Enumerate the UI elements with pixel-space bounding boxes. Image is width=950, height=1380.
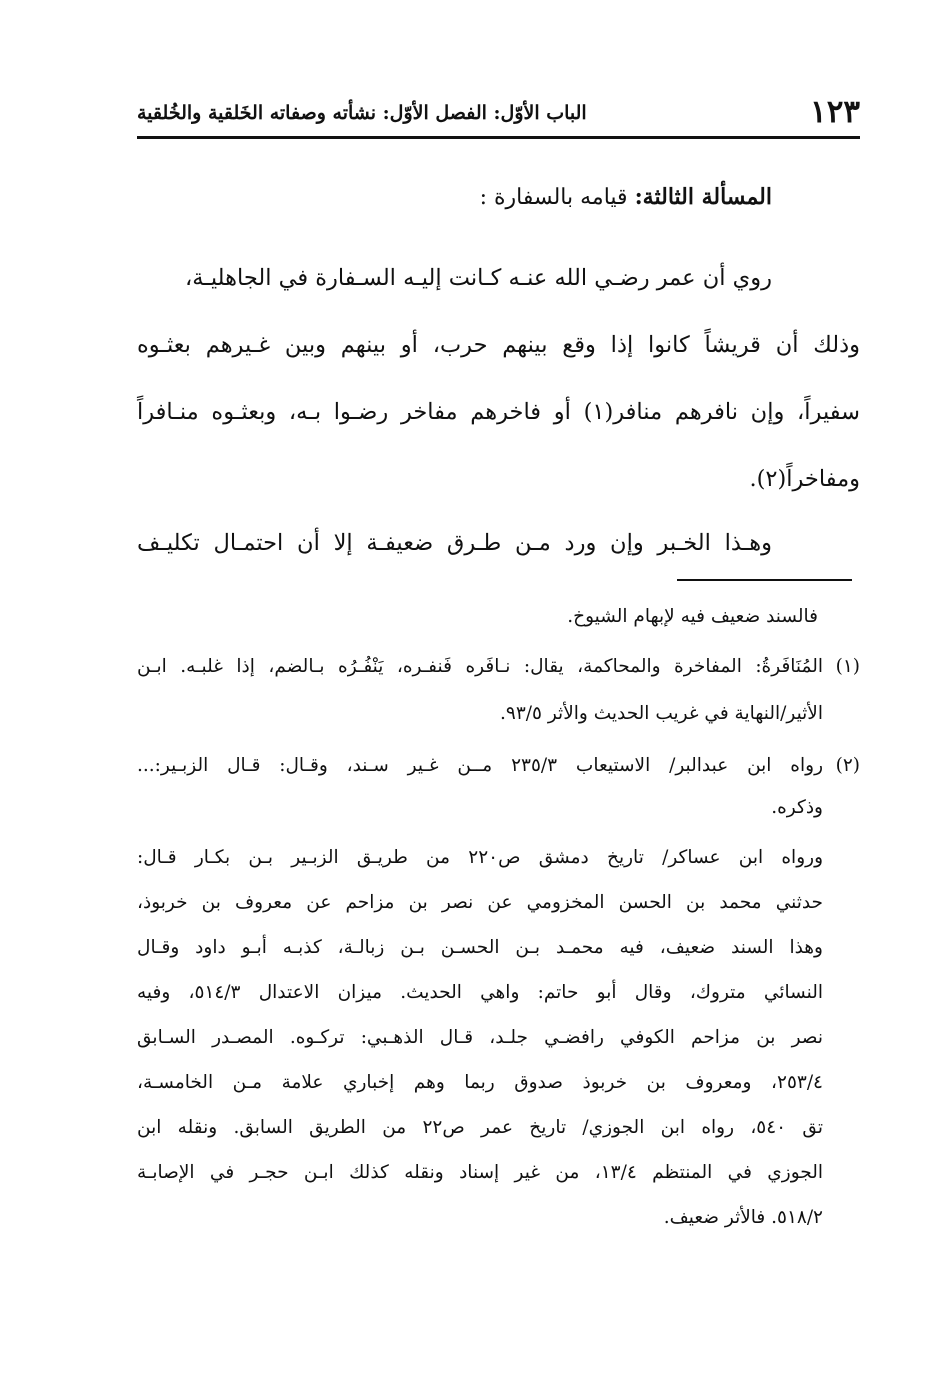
body-paragraph-line: ومفاخراً(٢). xyxy=(749,466,860,492)
footnote-line: الجوزي في المنتظم ١٣/٤، من غير إسناد ونقله كذلك ابـن حجـر في الإصابـة xyxy=(137,1162,823,1183)
footnote-marker: (٢) xyxy=(835,755,860,776)
footnote-separator xyxy=(677,579,852,581)
footnote-line: تق ٥٤٠، رواه ابن الجوزي/ تاريخ عمر ص٢٢ من الطريق السابق. ونقله ابن xyxy=(137,1117,823,1138)
footnote-line: ورواه ابن عساكر/ تاريخ دمشق ص٢٢٠ من طريـق الزبـير بـن بكـار قـال: xyxy=(137,847,823,868)
body-paragraph-line: روي أن عمر رضـي الله عنـه كـانت إليـه السـفارة في الجاهليـة، xyxy=(184,265,772,291)
footnote-marker: (١) xyxy=(835,656,860,677)
footnote-line: ٥١٨/٢. فالأثر ضعيف. xyxy=(663,1207,823,1228)
footnote-line: حدثني محمد بن الحسن المخزومي عن نصر بن مزاحم عن معروف بن خربوذ، xyxy=(137,892,823,913)
footnote-continuation: فالسند ضعيف فيه لإبهام الشيوخ. xyxy=(567,606,818,627)
body-paragraph-line: سفيراً، وإن نافرهم منافر(١) أو فاخرهم مفاخر رضـوا بـه، وبعثـوه منـافراً xyxy=(137,399,860,425)
footnote-line: ٢٥٣/٤، ومعروف بن خربوذ صدوق ربما وهم إخباري علامة مـن الخامسـة، xyxy=(137,1072,823,1093)
body-paragraph-line: وذلك أن قريشاً كانوا إذا وقع بينهم حرب، أو بينهم وبين غـيرهم بعثـوه xyxy=(137,332,860,358)
footnote-line: المُنَافَرةُ: المفاخرة والمحاكمة، يقال: نـافَره فَنفـره، يَنْفُـرُه بـالضم، إذا غلبـه. ابـن xyxy=(137,656,823,677)
footnote-line: نصر بن مزاحم الكوفي رافضـي جلـد، قـال الذهـبي: تركـوه. المصـدر السـابق xyxy=(137,1027,823,1048)
page-header xyxy=(137,92,860,136)
header-rule xyxy=(137,136,860,139)
section-heading-lead: المسألة الثالثة: xyxy=(634,184,772,210)
footnote-line: رواه ابن عبدالبر/ الاستيعاب ٢٣٥/٣ مــن غـير سـند، وقـال: قـال الزبـير:... xyxy=(137,755,823,776)
page-number: ١٢٣ xyxy=(810,94,860,130)
footnote-line: الأثير/النهاية في غريب الحديث والأثر ٩٣/٥. xyxy=(500,703,823,724)
body-paragraph-line: وهـذا الخـبر وإن ورد مـن طـرق ضعيفـة إلا أن احتمـال تكليـف xyxy=(137,530,772,556)
section-heading xyxy=(480,180,772,215)
section-heading-text: قيامه بالسفارة : xyxy=(479,185,635,210)
footnote-line: النسائي متروك، وقال أبو حاتم: واهي الحديث. ميزان الاعتدال ٥١٤/٣، وفيه xyxy=(137,982,823,1003)
footnote-line: وهذا السند ضعيف، فيه محمـد بـن الحسـن بـن زبالـة، كذبـه أبـو داود وقـال xyxy=(137,937,823,958)
running-title: الباب الأوّل: الفصل الأوّل: نشأته وصفاته الخَلقية والخُلقية xyxy=(137,102,587,124)
footnote-line: وذكره. xyxy=(771,797,823,818)
